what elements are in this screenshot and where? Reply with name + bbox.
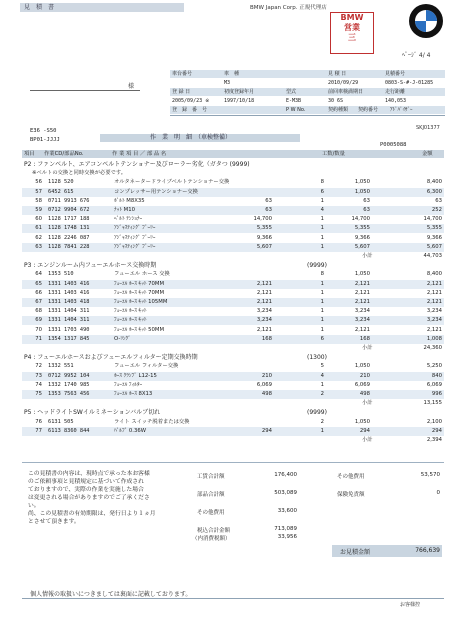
vehicle-divider: [170, 115, 445, 116]
misc-cost-label: その他費用: [197, 510, 225, 516]
row-number: 74: [35, 381, 42, 388]
line-unit: 2,121: [354, 299, 370, 305]
note-line: この見積書の内容は、現時点で承った本お客様: [28, 471, 150, 477]
vehicle-row-2: [170, 79, 445, 87]
line-unit: 63: [363, 197, 370, 204]
quantity: 8: [320, 271, 324, 278]
quantity: 4: [320, 207, 324, 213]
item-name: フューエル フィルター交換: [114, 363, 179, 370]
line-unit: 294: [359, 427, 370, 434]
row-number: 73: [35, 372, 42, 379]
item-name: ﾌｭｰｴﾙ ﾌｨﾙﾀｰ: [114, 381, 143, 388]
part-code: 6452 615: [48, 188, 74, 195]
line-amount: 2,121: [426, 289, 442, 296]
row-number: 69: [35, 317, 42, 324]
privacy-notice: 個人情報の取扱いにつきましては裏面に記載しております。: [30, 591, 192, 598]
line-unit: 1,050: [354, 179, 370, 186]
line-amount: 5,250: [426, 363, 442, 370]
note-line: ておりますので、実際の作業を実施した場合: [28, 487, 144, 493]
vehicle-cell: [170, 79, 222, 87]
section-title: P5 : ヘッドライトSWイルミネーションバルブ切れ: [24, 409, 161, 417]
line-unit: 168: [359, 335, 370, 342]
vehicle-cell: 契約番号: [358, 107, 379, 113]
part-code: 1354 1317 845: [48, 335, 90, 342]
estimate-table: [22, 150, 444, 450]
bmw-logo-icon: [408, 3, 444, 39]
footer-divider: [22, 598, 444, 599]
unit-price: 14,700: [253, 216, 272, 223]
vehicle-cell: 2010/09/29: [328, 80, 359, 86]
table-row: [22, 206, 444, 215]
tax-total-label: 税込合計金額: [197, 528, 231, 534]
unit-price: 168: [261, 335, 272, 342]
staff-code: SKJ01377: [416, 125, 440, 131]
estimate-total-label: お見積金額: [340, 549, 371, 556]
subtotal-amount: 13,155: [423, 400, 442, 407]
item-name: ﾌｭｰｴﾙ ﾎｰｽ ｷｯﾄ: [114, 317, 147, 324]
unit-price: 210: [261, 372, 272, 379]
quantity: 1: [320, 308, 324, 315]
line-unit: 3,234: [354, 317, 370, 324]
subtotal-row: [22, 344, 444, 353]
vehicle-cell: 走行距離: [385, 89, 406, 95]
vehicle-row-1: [170, 70, 445, 78]
page-number: ﾍﾟｰｼﾞ 4/ 4: [402, 52, 431, 59]
vehicle-cell: 140,053: [385, 98, 407, 104]
line-amount: 8,400: [426, 271, 442, 278]
other-cost-label: その他費用: [337, 474, 365, 480]
item-name: ﾌｭｰｴﾙ ﾎｰｽ ｷｯﾄ 70MM: [114, 289, 165, 296]
row-number: 57: [35, 188, 42, 195]
subtotal-amount: 2,394: [426, 437, 442, 443]
quantity: 1: [320, 243, 324, 250]
line-unit: 9,366: [354, 234, 370, 241]
tax-total-value: 713,089: [274, 526, 297, 532]
line-amount: 3,234: [426, 317, 442, 324]
table-row: [22, 326, 444, 335]
row-number: 59: [35, 207, 42, 213]
quantity: 1: [320, 427, 324, 434]
vehicle-cell: E-M3B: [286, 98, 302, 104]
table-row: [22, 178, 444, 187]
subtotal-amount: 24,360: [423, 345, 442, 351]
document-number: P0005088: [380, 142, 407, 148]
row-number: 77: [35, 427, 42, 434]
row-number: 71: [35, 335, 42, 342]
subtotal-row: [22, 252, 444, 261]
part-code: 1128 2246 087: [48, 234, 90, 241]
line-amount: 5,607: [426, 243, 442, 250]
vehicle-cell: 初度登録年月: [224, 89, 255, 95]
part-code: 1128 520: [48, 179, 74, 186]
line-unit: 1,050: [354, 363, 370, 370]
item-name: フューエル ホース 交換: [114, 271, 170, 278]
table-row: [22, 243, 444, 252]
line-amount: 14,700: [423, 216, 442, 223]
line-amount: 252: [431, 207, 442, 213]
quantity: 1: [320, 280, 324, 287]
labor-total-label: 工賃合計額: [197, 474, 225, 480]
unit-price: 5,607: [256, 243, 272, 250]
row-number: 63: [35, 243, 42, 250]
item-name: ｱｼﾞｬｽﾃｨﾝｸﾞ ﾌﾟｰﾘｰ: [114, 243, 156, 250]
customer-suffix: 様: [128, 83, 135, 90]
table-row: [22, 280, 444, 289]
row-number: 67: [35, 299, 42, 305]
table-row: [22, 224, 444, 233]
row-number: 72: [35, 363, 42, 370]
table-row: [22, 270, 444, 279]
vehicle-row-5: [170, 106, 445, 114]
unit-price: 2,121: [256, 326, 272, 333]
part-code: 1353 510: [48, 271, 74, 278]
table-row: [22, 197, 444, 206]
unit-price: 294: [261, 427, 272, 434]
part-code: 1331 1404 311: [48, 317, 90, 324]
quantity: 1: [320, 225, 324, 232]
vehicle-row-4: [170, 97, 445, 105]
item-name: ﾊﾞﾙﾌﾞ 0.36W: [114, 427, 146, 434]
quantity: 1: [320, 289, 324, 296]
part-code: 1128 1717 188: [48, 216, 90, 223]
vehicle-cell: 車台番号: [172, 71, 193, 77]
line-amount: 63: [435, 197, 442, 204]
stamp-line3: 三: [348, 33, 356, 42]
quantity: 5: [320, 363, 324, 370]
table-row: [22, 188, 444, 197]
section-row: [22, 160, 444, 169]
part-code: 1331 1403 416: [48, 280, 90, 287]
table-row: [22, 316, 444, 325]
line-unit: 14,700: [351, 216, 370, 223]
note-line: い。: [28, 503, 40, 509]
row-number: 56: [35, 179, 42, 186]
unit-price: 9,366: [256, 234, 272, 241]
line-unit: 5,607: [354, 243, 370, 250]
vehicle-cell: 前回車検満期日: [328, 89, 364, 95]
dealer-name: BMW Japan Corp. 正規代理店: [250, 5, 327, 11]
item-name: ｱｼﾞｬｽﾃｨﾝｸﾞ ﾌﾟｰﾘｰ: [114, 225, 156, 232]
line-amount: 996: [431, 391, 442, 397]
section-code: (1300): [307, 354, 327, 362]
section-code: (9999): [307, 409, 327, 417]
unit-price: 63: [265, 197, 272, 204]
part-code: 1331 1403 416: [48, 289, 90, 296]
part-code: 0711 9913 676: [48, 197, 90, 204]
note-line: のご依頼事項と見積規定に基づいて作成され: [28, 479, 144, 485]
subtotal-label: 小計: [362, 437, 373, 443]
table-row: [22, 427, 444, 436]
part-code: 1332 1740 985: [48, 381, 90, 388]
row-number: 66: [35, 289, 42, 296]
section-title: P4 : フューエルホースおよびフューエルフィルター定期交換時期: [24, 354, 198, 362]
table-row: [22, 215, 444, 224]
item-name: ﾌｭｰｴﾙ ﾎｰｽ 8X13: [114, 391, 153, 397]
table-header-bar: [22, 150, 444, 158]
row-number: 76: [35, 418, 42, 425]
customer-copy-label: お客様控: [400, 602, 421, 608]
note-line: とさせて頂きます。: [28, 519, 80, 525]
item-name: O-ﾘﾝｸﾞ: [114, 335, 131, 342]
bp-code: BP01-JJJJ: [30, 137, 60, 143]
vehicle-cell: 契約種類: [328, 107, 349, 113]
part-code: 1353 7563 456: [48, 391, 90, 397]
quantity: 6: [320, 188, 324, 195]
vehicle-cell: P W No.: [286, 107, 306, 113]
section-row: [22, 261, 444, 270]
table-row: [22, 390, 444, 399]
vehicle-row-3: [170, 88, 445, 96]
note-line: 尚、この見積書の有効期限は、発行日より１ヵ月: [28, 511, 156, 517]
line-amount: 2,121: [426, 280, 442, 287]
line-unit: 63: [363, 207, 370, 213]
item-name: ﾎｰｽ ｸﾗﾝﾌﾟ L12-15: [114, 372, 157, 379]
line-amount: 5,355: [426, 225, 442, 232]
subtotal-label: 小計: [362, 345, 373, 351]
row-number: 61: [35, 225, 42, 232]
work-detail-title: 作 業 明 細 （車検整備）: [150, 134, 232, 141]
part-code: 1128 7841 228: [48, 243, 90, 250]
row-number: 70: [35, 326, 42, 333]
vehicle-cell: 見積番号: [385, 71, 406, 77]
part-code: 1128 1748 131: [48, 225, 90, 232]
line-unit: 3,234: [354, 308, 370, 315]
vehicle-cell: ｱﾄﾞﾊﾞｲｻﾞｰ: [390, 107, 413, 113]
vehicle-cell: 登 録 日: [172, 89, 191, 95]
vehicle-cell: 見 積 日: [328, 71, 347, 77]
document-title: 見 積 書: [20, 3, 184, 12]
section-row: [22, 408, 444, 417]
section-title: P2 : ファンベルト、エアコンベルトテンショナー及びローラー劣化（ガタつ (9999): [24, 161, 250, 168]
part-code: 6113 8360 844: [48, 427, 90, 434]
model-code: E36 -S50: [30, 128, 57, 134]
section-title: P3 : エンジンルーム内フューエルホース交換時期: [24, 262, 157, 270]
quantity: 1: [320, 317, 324, 324]
unit-price: 2,121: [256, 289, 272, 296]
work-detail-banner: [100, 134, 300, 142]
item-name: オルタネータードライブベルトテンショナー交換: [114, 179, 230, 186]
unit-price: 2,121: [256, 280, 272, 287]
line-unit: 210: [359, 372, 370, 379]
quantity: 1: [320, 197, 324, 204]
item-name: ﾌｭｰｴﾙ ﾎｰｽ ｷｯﾄ: [114, 308, 147, 315]
section-code: (9999): [307, 262, 327, 270]
part-code: 0712 9904 672: [48, 207, 90, 213]
quantity: 4: [320, 372, 324, 379]
tax-inner-label: （内消費税額）: [192, 536, 231, 542]
subtotal-amount: 44,703: [423, 253, 442, 259]
vehicle-cell: [284, 79, 326, 87]
quantity: 8: [320, 179, 324, 186]
unit-price: 5,355: [256, 225, 272, 232]
quantity: 2: [320, 391, 324, 397]
parts-total-label: 部品合計額: [197, 492, 225, 498]
quantity: 1: [320, 381, 324, 388]
table-row: [22, 335, 444, 344]
vehicle-cell: [284, 70, 326, 78]
vehicle-cell: 30 6S: [328, 98, 344, 104]
line-amount: 294: [431, 427, 442, 434]
table-row: [22, 234, 444, 243]
table-row: [22, 418, 444, 427]
unit-price: 6,069: [256, 381, 272, 388]
vehicle-cell: 型式: [286, 89, 297, 95]
unit-price: 63: [265, 207, 272, 213]
misc-cost-value: 33,600: [277, 508, 297, 514]
estimate-total-value: 766,639: [415, 547, 440, 554]
part-code: 6131 505: [48, 418, 74, 425]
quantity: 1: [320, 234, 324, 241]
unit-price: 2,121: [256, 299, 272, 305]
summary-divider: [22, 462, 444, 463]
line-unit: 1,050: [354, 271, 370, 278]
summary-section: [22, 462, 444, 572]
note-text: ※ベルトの交換と同時交換が必要です。: [32, 170, 127, 177]
table-row: [22, 298, 444, 307]
part-code: 1331 1703 490: [48, 326, 90, 333]
unit-price: 3,234: [256, 317, 272, 324]
line-unit: 2,121: [354, 289, 370, 296]
line-unit: 1,050: [354, 418, 370, 425]
col-header-item: 項目: [24, 151, 35, 157]
row-number: 62: [35, 234, 42, 241]
line-unit: 5,355: [354, 225, 370, 232]
line-amount: 3,234: [426, 308, 442, 315]
item-name: ライト スイッチ脱着または交換: [114, 418, 190, 425]
row-number: 65: [35, 280, 42, 287]
line-amount: 2,100: [426, 418, 442, 425]
line-amount: 2,121: [426, 326, 442, 333]
row-number: 68: [35, 308, 42, 315]
stamp-line1: BMW: [340, 13, 364, 22]
insurance-value: 0: [436, 490, 440, 496]
insurance-label: 保険免責額: [337, 492, 365, 498]
section-row: [22, 353, 444, 362]
quantity: 2: [320, 418, 324, 425]
table-row: [22, 372, 444, 381]
part-code: 1332 551: [48, 363, 74, 370]
line-amount: 6,069: [426, 381, 442, 388]
line-amount: 2,121: [426, 299, 442, 305]
other-cost-value: 53,570: [420, 472, 440, 478]
table-row: [22, 289, 444, 298]
line-amount: 1,008: [426, 335, 442, 342]
vehicle-cell: 2005/09/23 ※: [172, 98, 210, 104]
table-row: [22, 307, 444, 316]
vehicle-cell: 登 録 番 号: [172, 107, 208, 113]
item-name: ﾎﾞﾙﾄ M8X35: [114, 197, 145, 204]
vehicle-info-grid: [170, 70, 445, 122]
part-code: 0712 9952 104: [48, 372, 90, 379]
subtotal-label: 小計: [362, 400, 373, 407]
line-unit: 2,121: [354, 326, 370, 333]
col-header-qty: 工数/数量: [322, 151, 345, 157]
col-header-code: 作業CD/部品No.: [44, 151, 84, 157]
note-line: は変更される場合がありますのでご了承くださ: [28, 495, 150, 501]
item-name: ﾅｯﾄ M10: [114, 207, 135, 213]
row-number: 64: [35, 271, 42, 278]
part-code: 1331 1403 418: [48, 299, 90, 305]
item-name: ﾌｭｰｴﾙ ﾎｰｽ ｷｯﾄ 70MM: [114, 280, 165, 287]
vehicle-cell: 0803-S-#-J-01285: [385, 80, 434, 86]
part-code: 1331 1404 311: [48, 308, 90, 315]
line-unit: 2,121: [354, 280, 370, 287]
vehicle-cell: M3: [224, 80, 231, 86]
item-name: ﾍﾞﾙﾄ ﾃﾝｼｮﾅｰ: [114, 216, 143, 223]
line-amount: 840: [431, 372, 442, 379]
item-name: コンプレッサー用テンショナー交換: [114, 188, 198, 195]
row-number: 60: [35, 216, 42, 223]
col-header-name: 作 業 項 目 ／ 部 品 名: [112, 151, 167, 157]
item-name: ｱｼﾞｬｽﾃｨﾝｸﾞ ﾌﾟｰﾘｰ: [114, 234, 156, 241]
unit-price: 3,234: [256, 308, 272, 315]
subtotal-label: 小計: [362, 253, 373, 259]
subtotal-row: [22, 436, 444, 445]
quantity: 6: [320, 335, 324, 342]
line-unit: 6,069: [354, 381, 370, 388]
line-unit: 498: [359, 391, 370, 397]
labor-total-value: 176,400: [274, 472, 297, 478]
table-row: [22, 362, 444, 371]
parts-total-value: 503,089: [274, 490, 297, 496]
line-amount: 6,300: [426, 188, 442, 195]
tax-inner-value: 33,956: [277, 534, 297, 540]
item-name: ﾌｭｰｴﾙ ﾎｰｽ ｷｯﾄ 105MM: [114, 299, 168, 305]
customer-name-line: [30, 90, 140, 91]
line-unit: 1,050: [354, 188, 370, 195]
company-stamp: [330, 12, 374, 54]
vehicle-cell: 車 種: [224, 71, 240, 77]
subtotal-row: [22, 399, 444, 408]
stamp-line2: 営業: [344, 23, 360, 32]
line-amount: 8,400: [426, 179, 442, 186]
row-number: 75: [35, 391, 42, 397]
table-row: [22, 381, 444, 390]
col-header-amount: 金額: [422, 151, 433, 157]
quantity: 1: [320, 299, 324, 305]
note-row: [22, 169, 444, 178]
quantity: 1: [320, 326, 324, 333]
vehicle-cell: 1997/10/18: [224, 98, 255, 104]
unit-price: 498: [261, 391, 272, 397]
line-amount: 9,366: [426, 234, 442, 241]
item-name: ﾌｭｰｴﾙ ﾎｰｽ ｷｯﾄ 50MM: [114, 326, 165, 333]
row-number: 58: [35, 197, 42, 204]
quantity: 1: [320, 216, 324, 223]
